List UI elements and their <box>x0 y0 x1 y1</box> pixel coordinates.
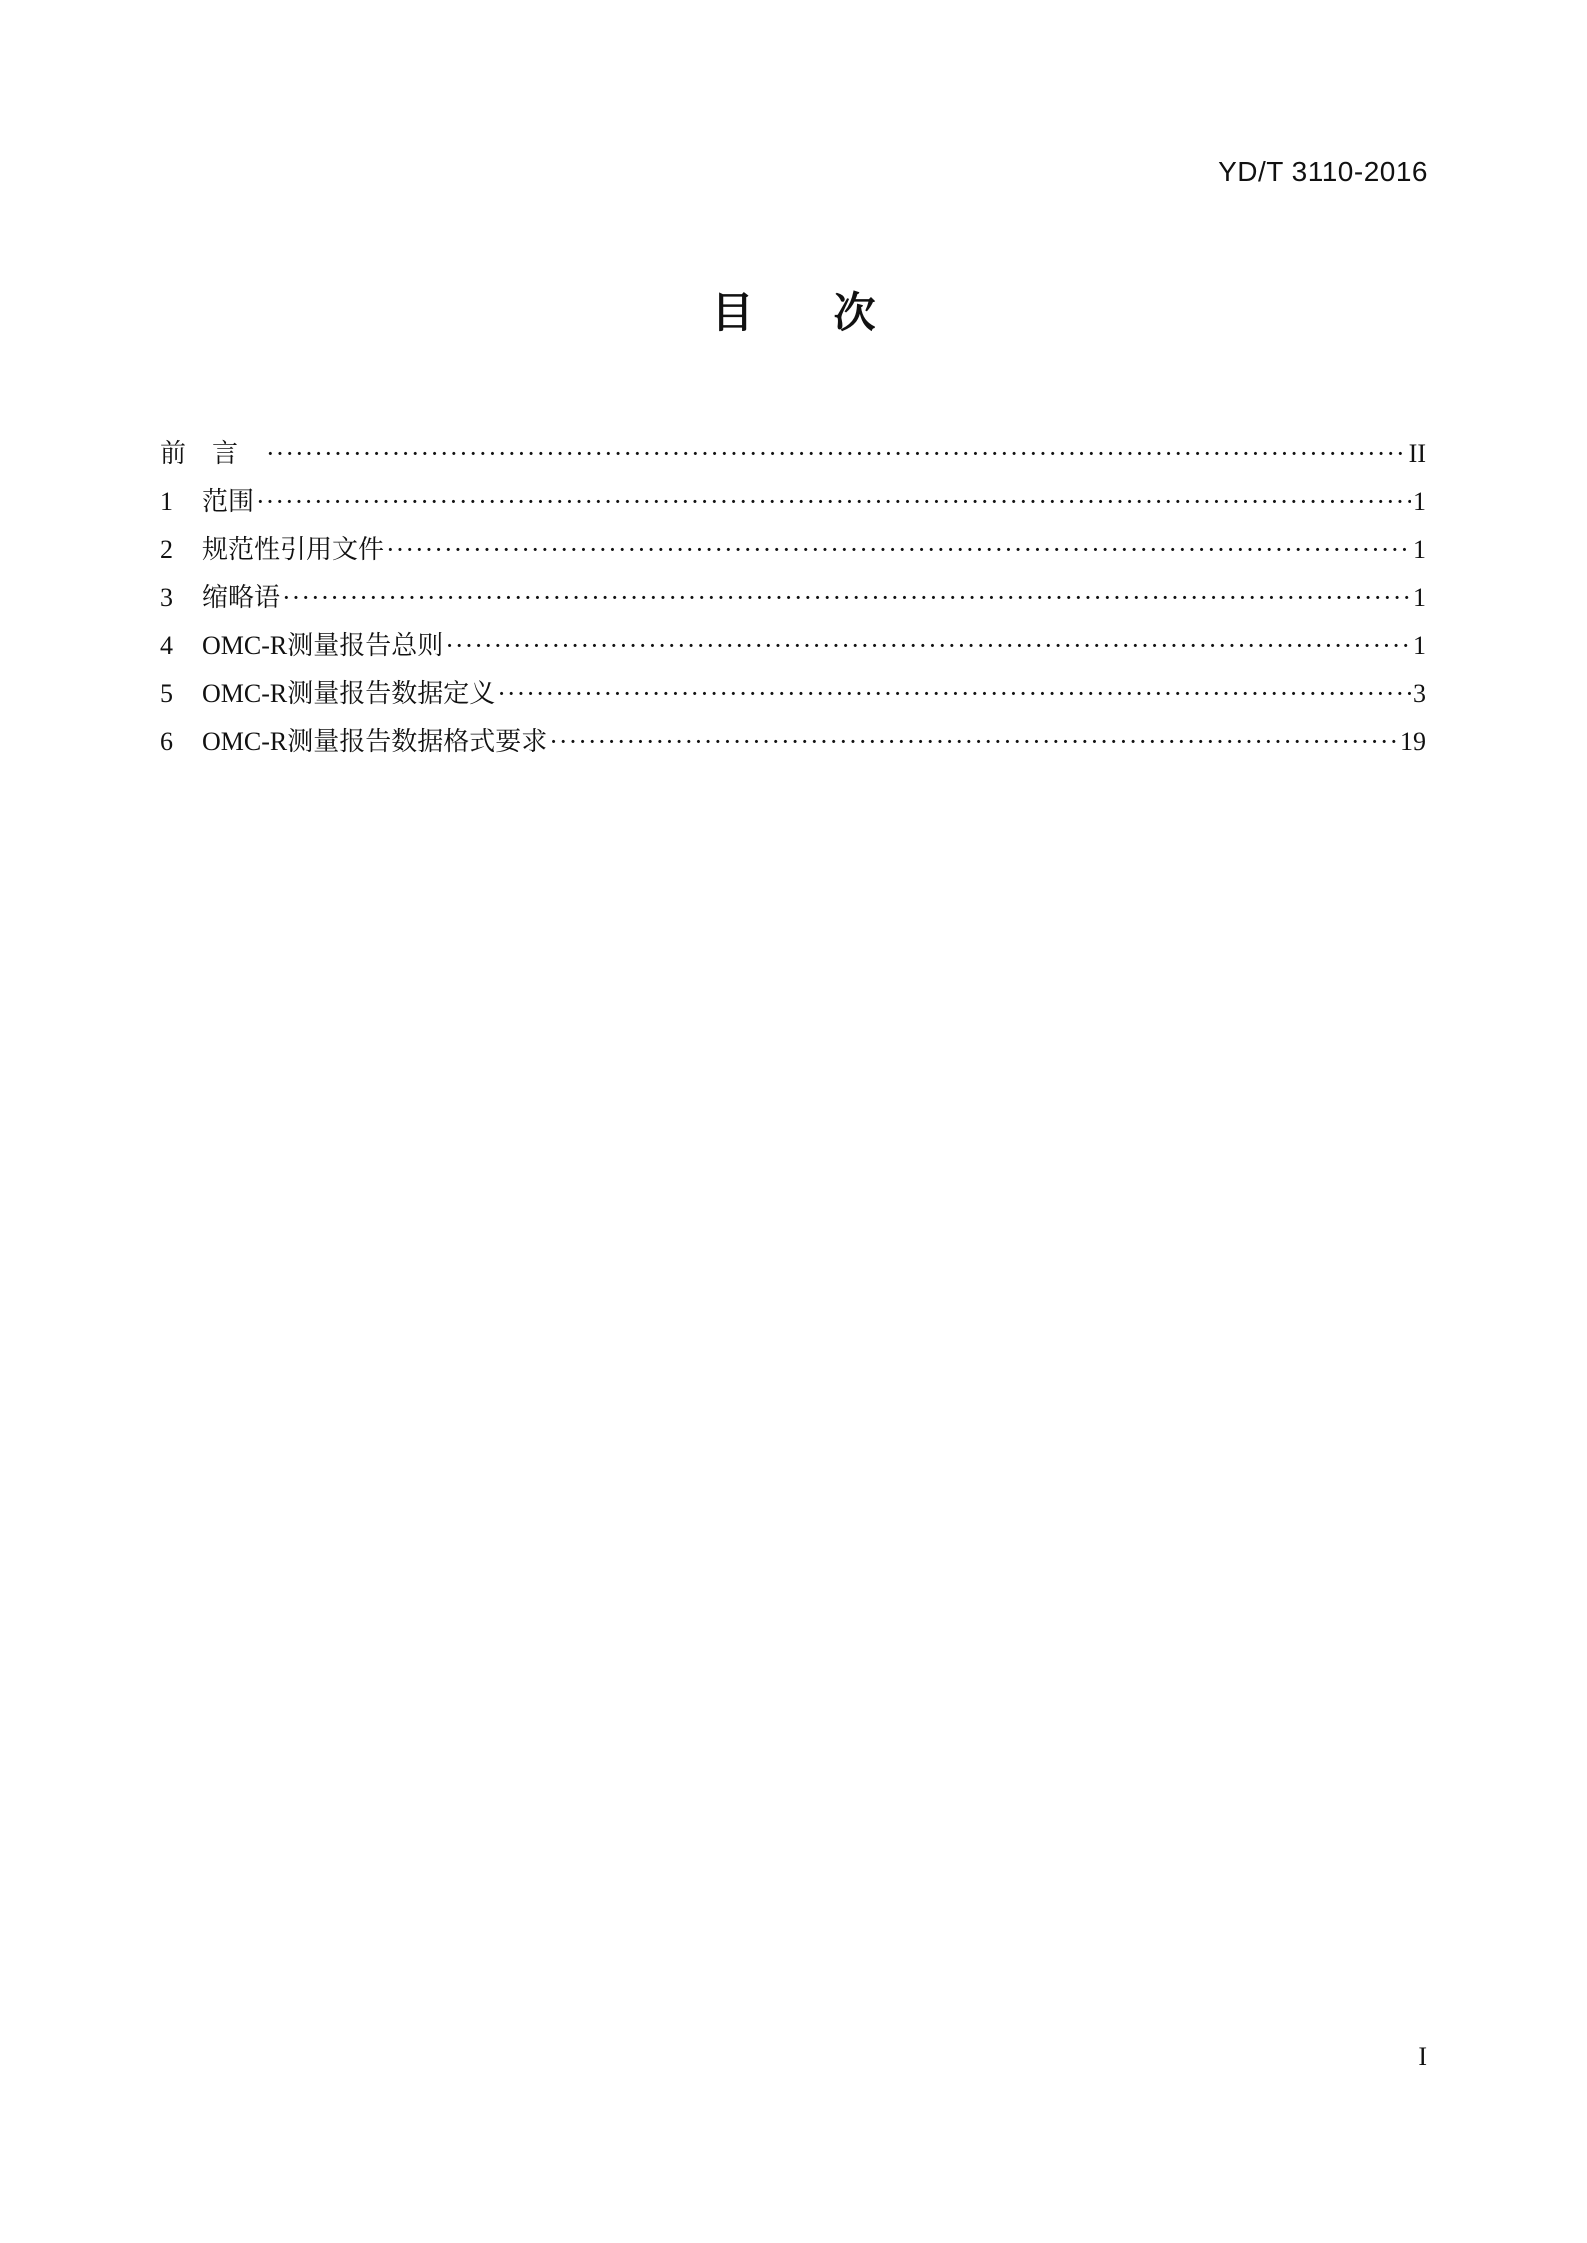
toc-dot-leader <box>445 622 1411 670</box>
page-title: 目次 <box>711 288 956 337</box>
toc-entry-number: 1 <box>160 487 173 516</box>
toc-entry-scope[interactable] <box>160 478 1426 526</box>
toc-entry-title: OMC-R测量报告数据格式要求 <box>202 727 548 756</box>
toc-entry-title: OMC-R测量报告数据定义 <box>202 679 496 708</box>
table-of-contents <box>160 430 1426 766</box>
toc-entry-normative-references[interactable] <box>160 526 1426 574</box>
toc-entry-page: 1 <box>1413 487 1426 516</box>
toc-entry-title: 规范性引用文件 <box>202 535 385 564</box>
toc-dot-leader <box>386 526 1411 574</box>
toc-dot-leader <box>256 478 1411 526</box>
toc-entry-page: 3 <box>1413 679 1426 708</box>
toc-dot-leader <box>282 574 1411 622</box>
toc-dot-leader <box>549 718 1398 766</box>
toc-entry-number: 2 <box>160 535 173 564</box>
toc-dot-leader <box>266 430 1407 478</box>
toc-entry-number: 5 <box>160 679 173 708</box>
page-number: I <box>1418 2042 1427 2071</box>
toc-entry-page: 1 <box>1413 631 1426 660</box>
toc-entry-title: OMC-R测量报告总则 <box>202 631 444 660</box>
toc-entry-title: 范围 <box>202 487 255 516</box>
toc-entry-title: 缩略语 <box>202 583 281 612</box>
toc-entry-page: II <box>1408 439 1426 468</box>
toc-entry-number: 6 <box>160 727 173 756</box>
toc-entry-number: 3 <box>160 583 173 612</box>
toc-entry-title: 前言 <box>160 439 265 468</box>
toc-entry-general-principles[interactable] <box>160 622 1426 670</box>
toc-entry-page: 1 <box>1413 535 1426 564</box>
toc-entry-page: 1 <box>1413 583 1426 612</box>
toc-entry-data-definition[interactable] <box>160 670 1426 718</box>
toc-entry-page: 19 <box>1400 727 1426 756</box>
toc-entry-abbreviations[interactable] <box>160 574 1426 622</box>
toc-entry-data-format-requirements[interactable] <box>160 718 1426 766</box>
toc-entry-number: 4 <box>160 631 173 660</box>
toc-entry-preface[interactable] <box>160 430 1426 478</box>
standard-code: YD/T 3110-2016 <box>1218 156 1428 187</box>
toc-dot-leader <box>497 670 1411 718</box>
